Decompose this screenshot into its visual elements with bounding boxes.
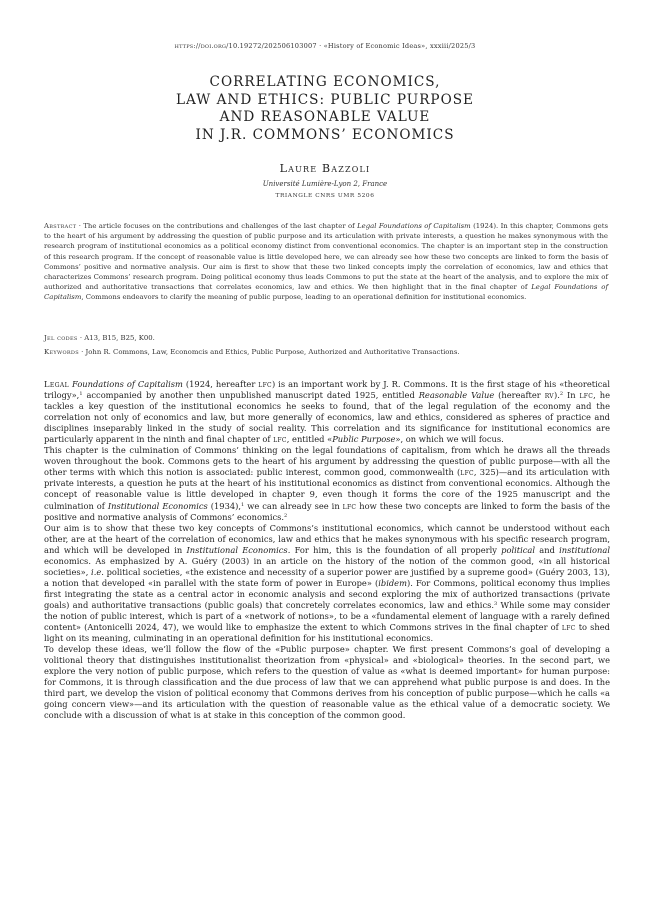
keywords-values: John R. Commons, Law, Economcis and Ethics, Public Purpose, Authorized and Authoritative Transactions. [85,348,460,356]
text: . For him, this is the foundation of all properly [287,544,502,555]
footnote-ref[interactable]: 2 [284,512,288,519]
text: political societies, «the existence and necessity of a superior power are justified by a supreme good» (Guéry 2003, 13), a notion that developed «in parallel with the state form of power in Europe» ( [44,566,610,588]
paragraph-3 [44,523,610,645]
text: and [535,544,560,555]
text: (hereafter [494,390,545,401]
text: ). For Commons, political economy thus implies first integrating the state as a central actor in economic analysis and second exploring the mix of authorized transactions (private goals) and authoritative transactions (public goals) that concretely correlates economics, law and ethics. [44,577,610,610]
abbrev: lfc [273,434,287,445]
text: In [563,390,580,401]
text: to shed light on its meaning, culminating in an operational definition for his institutional economics. [44,622,610,644]
keywords-sep: · [78,348,86,356]
article-body [44,379,610,721]
paragraph-2 [44,445,610,522]
paragraph-1 [44,379,610,445]
jel-codes [44,333,608,343]
text: , entitled « [286,434,333,445]
journal-citation: · «History of Economic Ideas», xxxiii/2025/3 [316,42,476,50]
author-affiliation: Université Lumière-Lyon 2, France [262,180,388,188]
text: While some may consider the notion of public interest, which is part of a «network of notions», to be a «fundamental element of language with a rarely defined content» (Antonicelli 2024, 47), we would like to emphasize the extent to which Commons strives in the final chapter of [44,599,610,633]
text: To develop these ideas, we’ll follow the flow of the «Public purpose» chapter. We first present Commons’s goal of developing a volitional theory that distinguishes institutionalist theorization from «physical» and «biological» theories. In the second part, we explore the very notion of public purpose, which refers to the question of value as «what is deemed important» for human purpose: for Commons, it is through classification and the due process of law that we can apprehend what public purpose is and does. In the third part, we develop the vision of political economy that Commons derives from his conception of public purpose—which he calls «a going concern view»—and its articulation with the question of reasonable value as the ethical value of a democratic society. We conclude with a discussion of what is at stake in this conception of the common good. [44,644,610,721]
book-title: Institutional Economics [107,500,208,511]
text: Our aim is to show that these two key concepts of Commons’s institutional economics, which cannot be understood without each other, are at the heart of the correlation of economics, law and ethics that he makes synonymous with his specific research program, and which will be developed in [44,522,610,555]
abbrev: lfc [460,467,474,478]
text: accompanied by another then unpublished manuscript dated 1925, entitled [82,390,419,401]
footnote-ref[interactable]: 3 [494,600,498,607]
chapter-title: Public Purpose [332,434,396,445]
author-lab: TRIANGLE CNRS UMR 5206 [275,193,375,199]
keywords-label: Keywords [44,348,79,356]
abbrev: lfc [258,379,272,389]
lead-word: Legal [44,379,69,389]
jel-label: Jel codes [44,334,78,342]
abstract-text: The article focuses on the contributions and challenges of the last chapter of [83,222,358,230]
text: (1924, hereafter [182,379,259,389]
text: ) is an important work by J. R. Commons. It is the first stage of his «theoretical trilogy», [44,379,610,401]
book-title: Reasonable Value [418,390,495,401]
doi-link[interactable]: https://doi.org/10.19272/202506103007 [174,42,317,50]
abbrev: lfc [342,500,357,511]
title-line-1: CORRELATING ECONOMICS, [209,74,441,90]
text: ). [553,390,560,401]
footnote-ref[interactable]: 2 [559,391,564,398]
emphasis: institutional [559,544,610,555]
abstract-label: Abstract [44,222,77,230]
abstract-text: (1924). In this chapter, Commons gets to the heart of his argument by addressing the question of public purpose and its articulation with private interests, a question he makes synonymous with the research program of institutional economics as a political economy distinct from conventional economics. The chapter is an important step in the construction of this research program. If the concept of reasonable value is little developed here, we can already see how these two concepts are linked to form the basis of Commons’ positive and normative analysis. Our aim is first to show that these two linked concepts imply the correlation of economics, law and ethics that characterizes Commons’ research program. Doing political economy thus leads Commons to put the state at the heart of the analysis, and to explore the mix of authorized and authoritative transactions that correlates economics, law and ethics. We then highlight that in the final chapter of [44,222,608,292]
keywords [44,347,608,357]
abstract-text: , Commons endeavors to clarify the meaning of public purpose, leading to an operational definition for institutional economics. [81,293,527,302]
title-line-3: AND REASONABLE VALUE [219,109,431,126]
abstract-book-title: Legal Foundations of Capitalism [44,283,608,302]
text: economics. As emphasized by A. Guéry (2003) in an article on the history of the notion of the common good, «in all historical societies», [44,555,610,577]
text: we can already see in [244,500,343,511]
abbrev: lfc [579,390,594,401]
emphasis: political [501,544,536,555]
running-header [0,42,650,50]
text: how these two concepts are linked to form the basis of the positive and normative analysis of Commons’ economics. [44,500,610,522]
abstract [44,221,608,303]
abstract-book-title: Legal Foundations of Capitalism [357,222,471,230]
footnote-ref[interactable]: 1 [79,391,83,398]
book-title: Institutional Economics [186,544,288,555]
abstract-sep: · [76,222,84,230]
footnote-ref[interactable]: 1 [241,501,245,508]
abbrev: lfc [561,622,576,633]
author-name: Laure Bazzoli [279,162,371,175]
text: , 325)—and its articulation with private interests, a question he puts at the heart of his institutional economics as distinct from conventional economics. Although the concept of reasonable value is little developed in chapter 9, even though it forms the core of the 1925 manuscript and the culmination of [44,467,611,511]
abbrev: rv [544,390,554,401]
emphasis: ibidem [378,577,407,588]
paragraph-4 [44,644,610,721]
emphasis: i.e. [91,566,104,577]
article-title [0,74,650,144]
book-title: Foundations of Capitalism [69,379,183,389]
title-line-4: IN J.R. COMMONS’ ECONOMICS [195,126,455,143]
jel-values: A13, B15, B25, K00. [84,334,155,342]
text: This chapter is the culmination of Commons’ thinking on the legal foundations of capitalism, from which he draws all the threads woven throughout the book. Commons gets to the heart of his argument by addressing the question of public purpose—with all the other terms with which this notion is associated: public interest, common good, commonwealth ( [44,445,610,478]
text: (1934), [207,500,242,511]
jel-sep: · [77,334,85,342]
title-line-2: LAW AND ETHICS: PUBLIC PURPOSE [176,91,474,108]
text: », on which we will focus. [395,434,504,445]
text: , he tackles a key question of the institutional economics he seeks to found, that of the legal regulation of the economy and the correlation not only of economics and law, but more generally of economics, law and ethics, considered as spheres of practice and disciplines inseparably linked in the study of social reality. This correlation and its significance for institutional economics are particularly apparent in the ninth and final chapter of [44,390,610,445]
